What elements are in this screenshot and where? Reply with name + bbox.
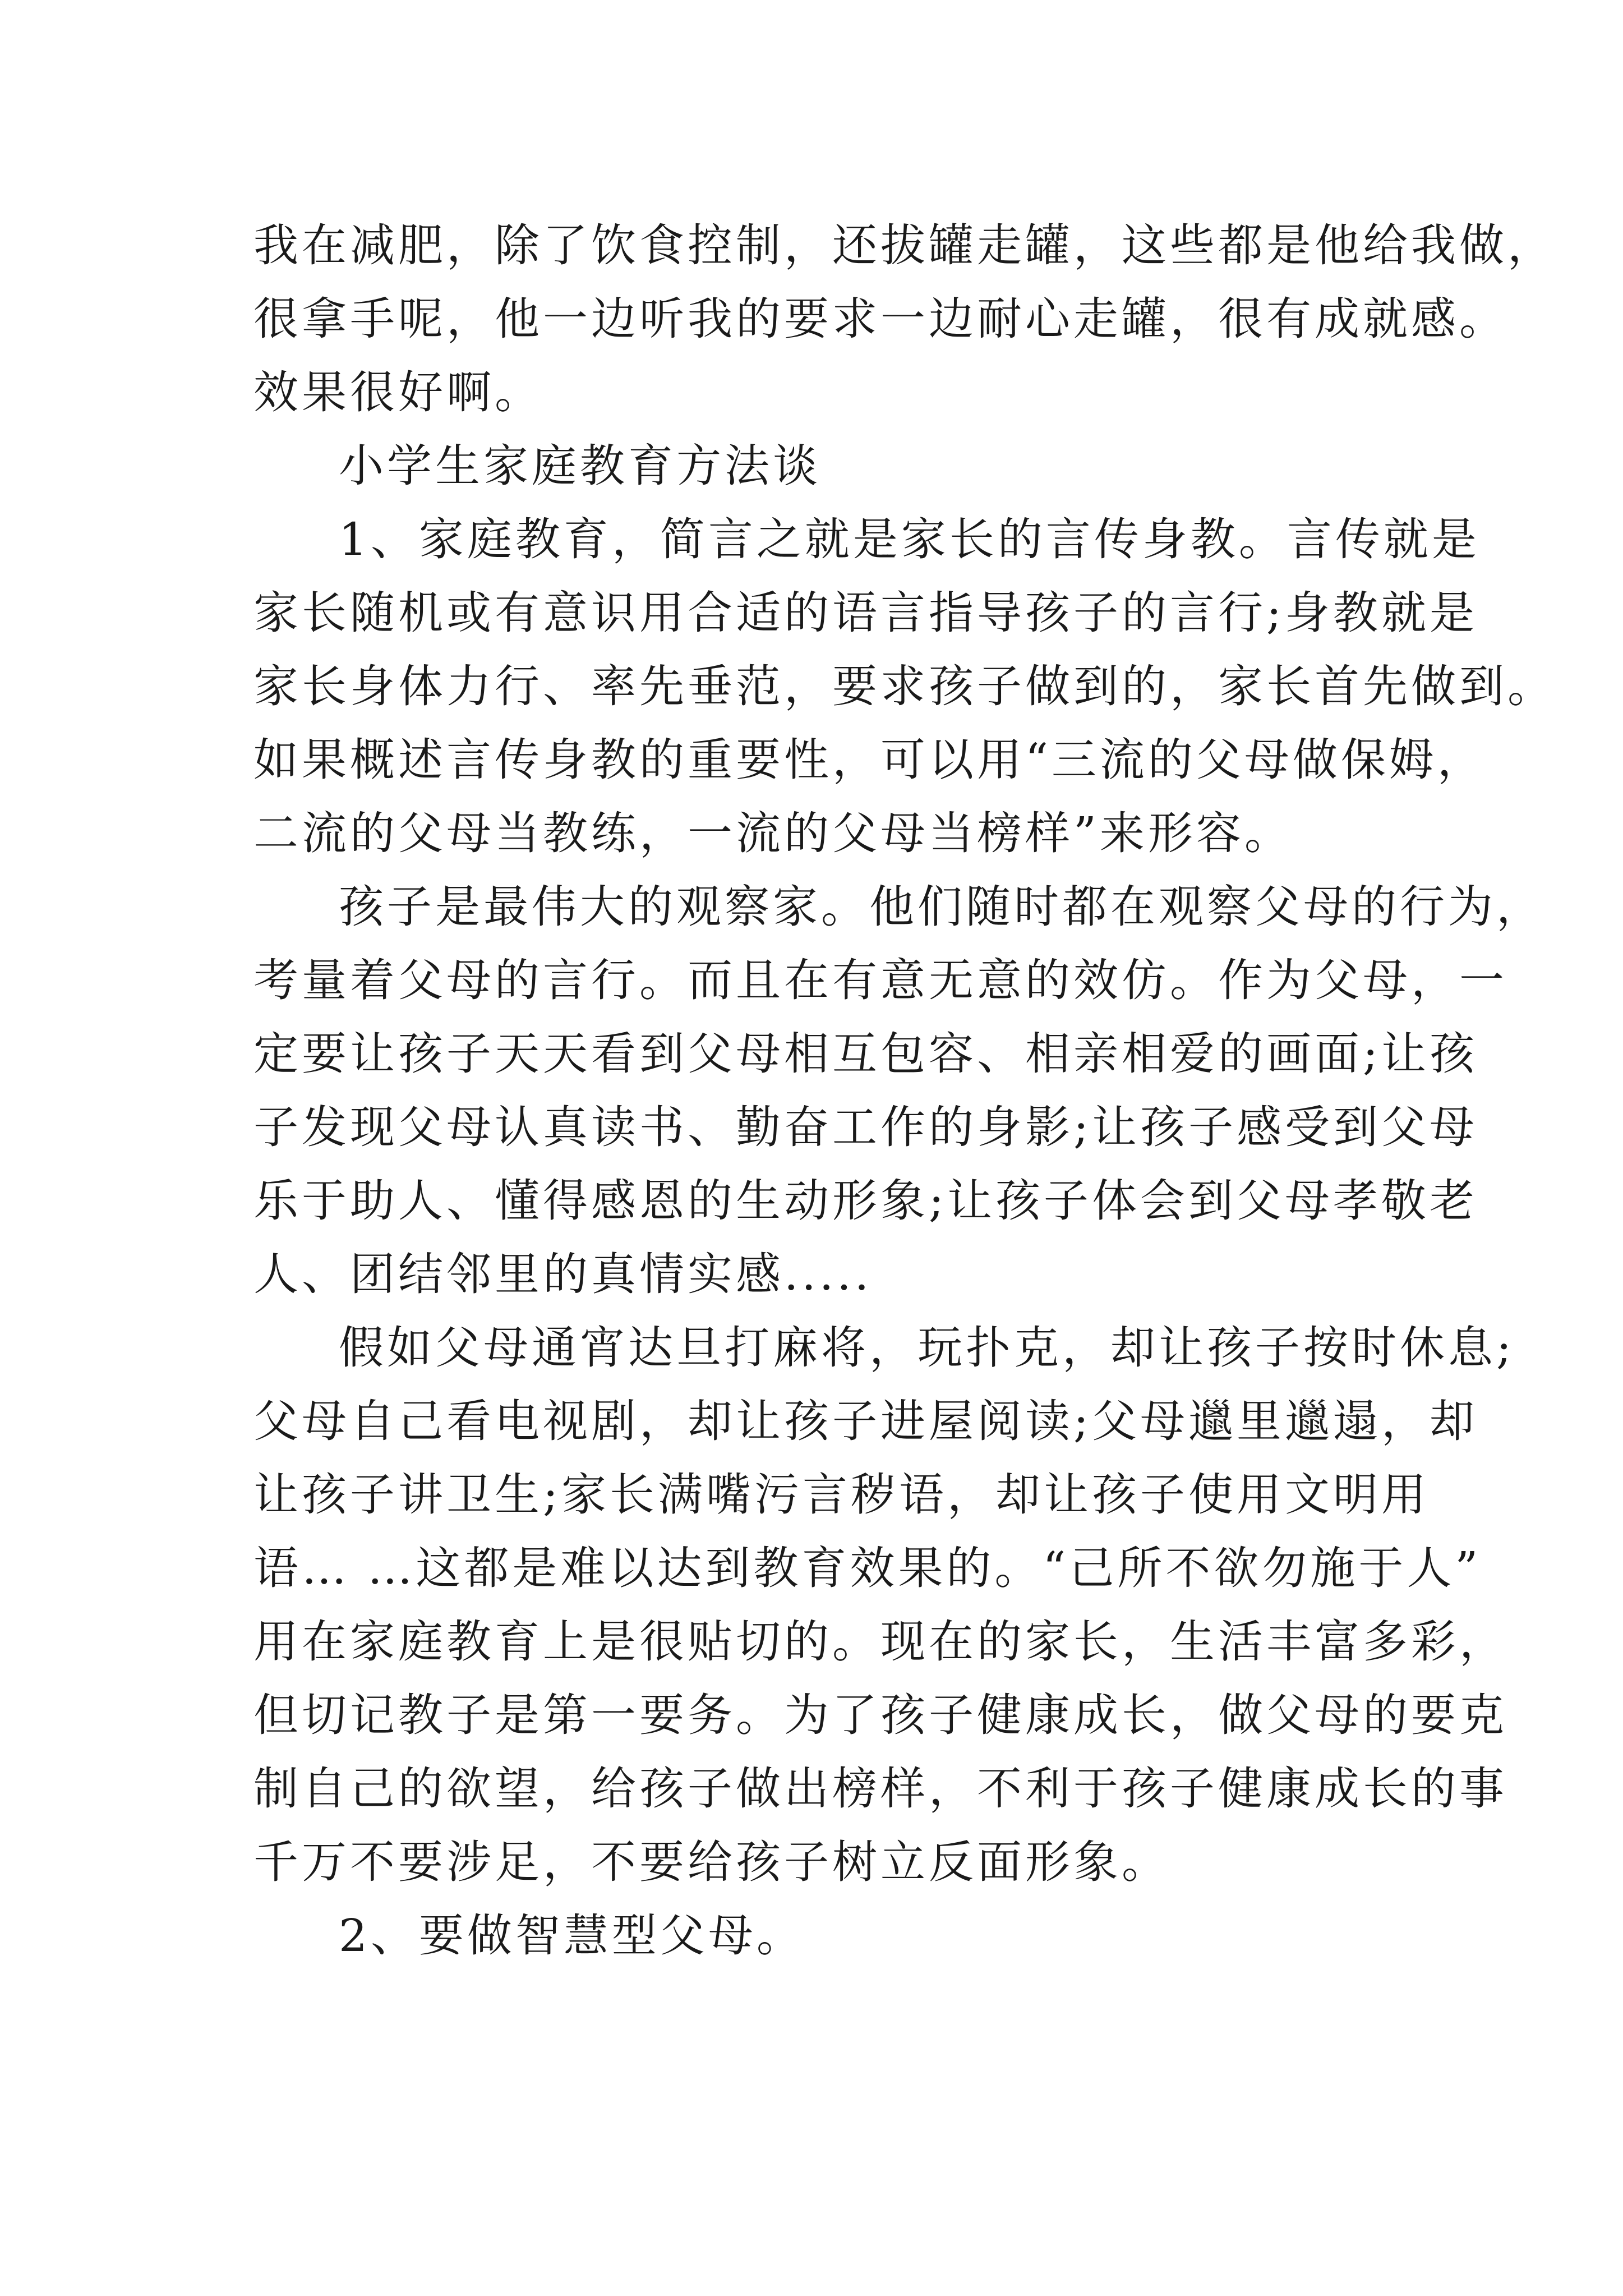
text-line: 制自己的欲望，给孩子做出榜样，不利于孩子健康成长的事 bbox=[253, 1763, 1507, 1815]
text-line: 家长随机或有意识用合适的语言指导孩子的言行;身教就是 bbox=[253, 587, 1478, 639]
text-line: 如果概述言传身教的重要性，可以用“三流的父母做保姆， bbox=[253, 734, 1486, 786]
text-line: 很拿手呢，他一边听我的要求一边耐心走罐，很有成就感。 bbox=[253, 293, 1507, 345]
section-title: 小学生家庭教育方法谈 bbox=[339, 440, 821, 492]
text-line: 我在减肥，除了饮食控制，还拔罐走罐，这些都是他给我做， bbox=[253, 219, 1556, 272]
text-line: 千万不要涉足，不要给孩子树立反面形象。 bbox=[253, 1836, 1170, 1888]
body-text bbox=[253, 209, 1556, 1972]
paragraph-start: 假如父母通宵达旦打麻将，玩扑克，却让孩子按时休息; bbox=[339, 1322, 1515, 1374]
text-line: 乐于助人、懂得感恩的生动形象;让孩子体会到父母孝敬老 bbox=[253, 1175, 1478, 1227]
text-line: 考量着父母的言行。而且在有意无意的效仿。作为父母，一 bbox=[253, 954, 1507, 1006]
text-line: 定要让孩子天天看到父母相互包容、相亲相爱的画面;让孩 bbox=[253, 1028, 1478, 1080]
text-line: 让孩子讲卫生;家长满嘴污言秽语，却让孩子使用文明用 bbox=[253, 1469, 1430, 1521]
text-line: 父母自己看电视剧，却让孩子进屋阅读;父母邋里邋遢，却 bbox=[253, 1395, 1478, 1447]
text-line: 子发现父母认真读书、勤奋工作的身影;让孩子感受到父母 bbox=[253, 1101, 1478, 1153]
text-line: 语… …这都是难以达到教育效果的。“己所不欲勿施于人” bbox=[253, 1542, 1482, 1594]
paragraph-start: 1、家庭教育，简言之就是家长的言传身教。言传就是 bbox=[339, 513, 1480, 565]
text-line: 家长身体力行、率先垂范，要求孩子做到的，家长首先做到。 bbox=[253, 660, 1556, 712]
text-line: 但切记教子是第一要务。为了孩子健康成长，做父母的要克 bbox=[253, 1689, 1507, 1741]
paragraph-start: 2、要做智慧型父母。 bbox=[339, 1910, 805, 1962]
text-line: 效果很好啊。 bbox=[253, 366, 543, 418]
paragraph-start: 孩子是最伟大的观察家。他们随时都在观察父母的行为， bbox=[339, 881, 1544, 933]
text-line: 二流的父母当教练，一流的父母当榜样”来形容。 bbox=[253, 807, 1293, 859]
text-line: 用在家庭教育上是很贴切的。现在的家长，生活丰富多彩， bbox=[253, 1616, 1507, 1668]
text-line: 人、团结邻里的真情实感..... bbox=[253, 1248, 873, 1300]
